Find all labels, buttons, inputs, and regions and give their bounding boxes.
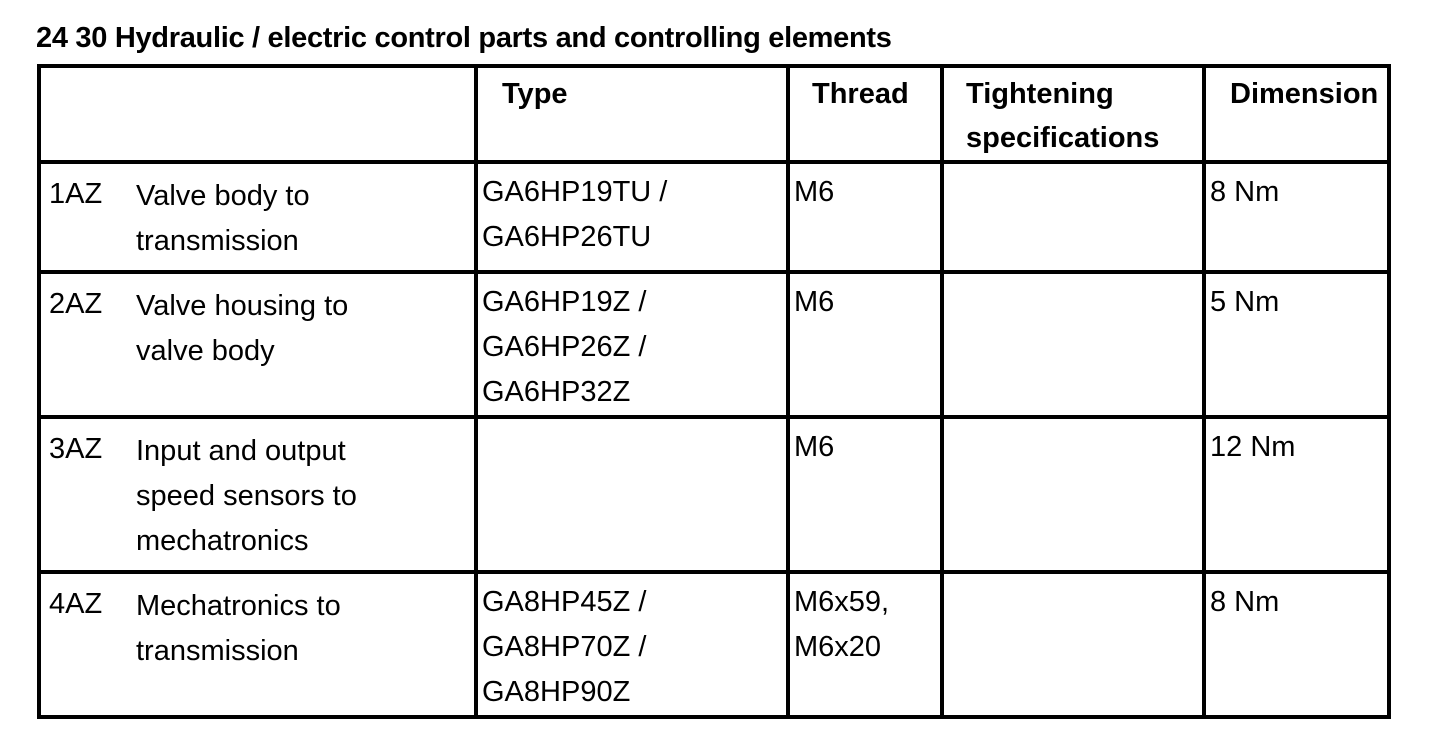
thread-value: M6x59, M6x20 [794, 586, 890, 663]
header-type [476, 66, 788, 162]
header-description [39, 66, 476, 162]
thread-cell [788, 417, 942, 572]
header-tightening-label: Tightening specifications [966, 78, 1160, 154]
dimension-value: 8 Nm [1210, 176, 1280, 208]
tightening-cell [942, 272, 1204, 417]
row-code: 1AZ [49, 178, 103, 210]
description-cell [39, 162, 476, 272]
type-value: GA6HP19Z / GA6HP26Z / GA6HP32Z [482, 286, 647, 408]
tightening-value [944, 419, 1202, 425]
dimension-cell [1204, 272, 1389, 417]
description-cell [39, 572, 476, 717]
tightening-cell [942, 572, 1204, 717]
type-value [478, 419, 786, 425]
row-description: Valve body to transmission [136, 180, 310, 257]
tightening-spec-table [37, 64, 1391, 719]
dimension-value: 5 Nm [1210, 286, 1280, 318]
thread-value: M6 [794, 431, 835, 463]
tightening-cell [942, 162, 1204, 272]
row-description: Mechatronics to transmission [136, 590, 341, 667]
type-cell [476, 417, 788, 572]
row-code: 4AZ [49, 588, 103, 620]
row-description: Input and output speed sensors to mechatronics [136, 435, 357, 557]
header-tightening [942, 66, 1204, 162]
type-cell [476, 572, 788, 717]
header-type-label: Type [502, 78, 568, 110]
thread-cell [788, 572, 942, 717]
dimension-cell [1204, 572, 1389, 717]
table-header-row [39, 66, 1389, 162]
table-row [39, 572, 1389, 717]
tightening-value [944, 574, 1202, 580]
row-description: Valve housing to valve body [136, 290, 349, 367]
thread-value: M6 [794, 176, 835, 208]
header-thread [788, 66, 942, 162]
type-value: GA6HP19TU / GA6HP26TU [482, 176, 668, 253]
row-code: 3AZ [49, 433, 103, 465]
description-cell [39, 417, 476, 572]
tightening-cell [942, 417, 1204, 572]
type-cell [476, 272, 788, 417]
header-dimension-label: Dimension [1230, 78, 1379, 110]
header-thread-label: Thread [812, 78, 909, 110]
dimension-cell [1204, 162, 1389, 272]
type-cell [476, 162, 788, 272]
page-title: 24 30 Hydraulic / electric control parts and controlling elements [36, 22, 892, 54]
dimension-value: 12 Nm [1210, 431, 1296, 463]
header-dimension [1204, 66, 1389, 162]
dimension-value: 8 Nm [1210, 586, 1280, 618]
type-value: GA8HP45Z / GA8HP70Z / GA8HP90Z [482, 586, 647, 708]
thread-cell [788, 162, 942, 272]
table-row [39, 417, 1389, 572]
row-code: 2AZ [49, 288, 103, 320]
thread-value: M6 [794, 286, 835, 318]
thread-cell [788, 272, 942, 417]
table-row [39, 162, 1389, 272]
dimension-cell [1204, 417, 1389, 572]
description-cell [39, 272, 476, 417]
tightening-value [944, 164, 1202, 170]
table-row [39, 272, 1389, 417]
tightening-value [944, 274, 1202, 280]
